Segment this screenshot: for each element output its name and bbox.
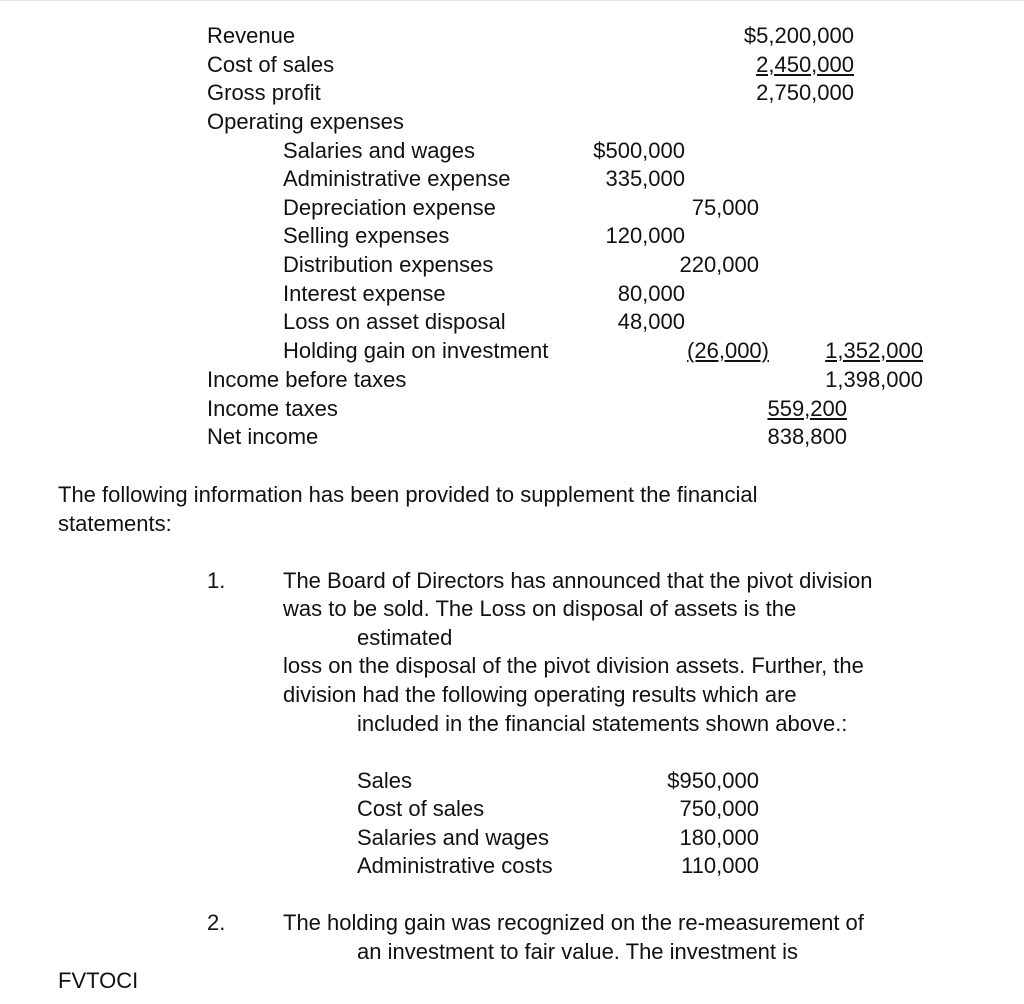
division-result-label: Cost of sales: [357, 796, 485, 821]
division-result-label: Salaries and wages: [357, 825, 550, 850]
gross-profit-label: Gross profit: [207, 80, 321, 105]
gross-profit-value: 2,750,000: [756, 80, 854, 105]
expense-value: $500,000: [593, 138, 685, 163]
expense-label: Holding gain on investment: [283, 338, 549, 363]
expense-label: Salaries and wages: [283, 138, 476, 163]
top-border: [0, 0, 1024, 1]
note2-line1: The holding gain was recognized on the re-measurement of: [283, 910, 864, 935]
cost-of-sales-value: 2,450,000: [756, 52, 854, 77]
note1-line6: included in the financial statements shown above.:: [357, 711, 848, 736]
division-result-value: 750,000: [679, 796, 759, 821]
net-income-label: Net income: [207, 424, 319, 449]
expense-value: 75,000: [691, 195, 759, 220]
income-taxes-label: Income taxes: [207, 396, 338, 421]
revenue-label: Revenue: [207, 23, 296, 48]
note1-line2: was to be sold. The Loss on disposal of assets is the: [283, 596, 797, 621]
expense-value: 335,000: [605, 166, 685, 191]
division-result-value: $950,000: [667, 768, 759, 793]
expense-value: (26,000): [687, 338, 769, 363]
income-before-taxes-label: Income before taxes: [207, 367, 407, 392]
expense-label: Distribution expenses: [283, 252, 494, 277]
division-result-label: Administrative costs: [357, 853, 553, 878]
expense-value: 120,000: [605, 223, 685, 248]
footer-text: FVTOCI: [58, 968, 139, 993]
expense-value: 80,000: [617, 281, 685, 306]
cost-of-sales-label: Cost of sales: [207, 52, 335, 77]
supplement-intro-line2: statements:: [58, 511, 172, 536]
division-result-value: 110,000: [681, 853, 759, 878]
note2-line2: an investment to fair value. The investment is: [357, 939, 799, 964]
note1-line5: division had the following operating results which are: [283, 682, 797, 707]
note-number: 1.: [207, 568, 226, 593]
expense-label: Interest expense: [283, 281, 446, 306]
note1-line4: loss on the disposal of the pivot division assets. Further, the: [283, 653, 864, 678]
note1-line1: The Board of Directors has announced that the pivot division: [283, 568, 873, 593]
supplement-intro-line1: The following information has been provided to supplement the financial: [58, 482, 758, 507]
revenue-value: $5,200,000: [743, 23, 854, 48]
note-number: 2.: [207, 910, 226, 935]
division-result-label: Sales: [357, 768, 413, 793]
total-operating-expenses: 1,352,000: [825, 338, 923, 363]
expense-label: Depreciation expense: [283, 195, 496, 220]
income-taxes-value: 559,200: [767, 396, 847, 421]
income-before-taxes-value: 1,398,000: [825, 367, 923, 392]
net-income-value: 838,800: [767, 424, 847, 449]
note1-line3: estimated: [357, 625, 453, 650]
expense-label: Loss on asset disposal: [283, 309, 506, 334]
division-result-value: 180,000: [679, 825, 759, 850]
expense-value: 48,000: [617, 309, 685, 334]
expense-label: Administrative expense: [283, 166, 511, 191]
operating-expenses-label: Operating expenses: [207, 109, 404, 134]
expense-label: Selling expenses: [283, 223, 450, 248]
expense-value: 220,000: [679, 252, 759, 277]
